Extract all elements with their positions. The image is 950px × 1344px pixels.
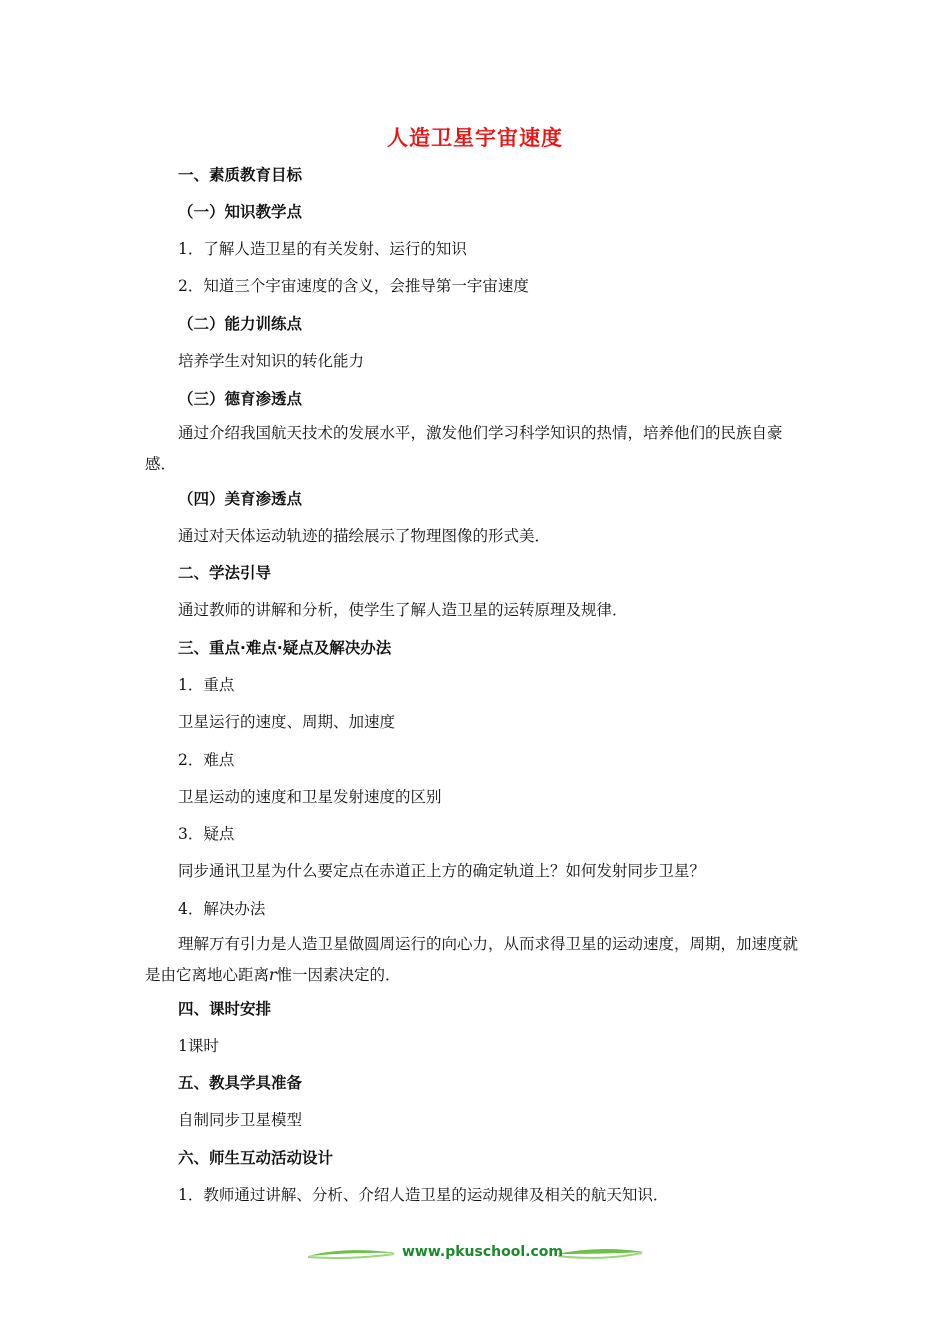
section-heading-schedule: 四、课时安排 <box>178 1000 272 1018</box>
footer-url[interactable]: www.pkuschool.com <box>402 1244 563 1260</box>
keypoint-text-1: 卫星运行的速度、周期、加速度 <box>178 713 396 731</box>
solution-text-b: 惟一因素决定的． <box>276 966 401 984</box>
subheading-aesthetic: （四）美育渗透点 <box>178 490 303 508</box>
schedule-text: 1课时 <box>178 1037 219 1055</box>
footer-logo <box>306 1240 646 1270</box>
section-heading-keypoints: 三、重点·难点·疑点及解决办法 <box>178 639 392 657</box>
keypoint-label-3: 3．疑点 <box>178 825 235 843</box>
section-heading-goals: 一、素质教育目标 <box>178 166 303 184</box>
solution-text-a: 理解万有引力是人造卫星做圆周运行的向心力，从而求得卫星的运动速度，周期，加速度就是由它离地心距离 <box>145 935 799 984</box>
variable-r: r <box>269 966 277 984</box>
knowledge-item-1: 1．了解人造卫星的有关发射、运行的知识 <box>178 240 467 258</box>
keypoint-label-2: 2．难点 <box>178 751 235 769</box>
keypoint-label-4: 4．解决办法 <box>178 900 266 918</box>
knowledge-item-2: 2．知道三个宇宙速度的含义，会推导第一宇宙速度 <box>178 277 529 295</box>
subheading-moral: （三）德育渗透点 <box>178 390 303 408</box>
section-heading-activities: 六、师生互动活动设计 <box>178 1149 334 1167</box>
aesthetic-text: 通过对天体运动轨迹的描绘展示了物理图像的形式美． <box>178 527 551 545</box>
activity-item-1: 1．教师通过讲解、分析、介绍人造卫星的运动规律及相关的航天知识． <box>178 1186 669 1204</box>
solution-paragraph <box>145 929 807 991</box>
keypoint-text-3: 同步通讯卫星为什么要定点在赤道正上方的确定轨道上？如何发射同步卫星？ <box>178 862 706 880</box>
section-heading-materials: 五、教具学具准备 <box>178 1074 303 1092</box>
moral-text: 通过介绍我国航天技术的发展水平，激发他们学习科学知识的热情，培养他们的民族自豪感． <box>145 424 783 473</box>
page-title: 人造卫星宇宙速度 <box>387 126 563 150</box>
method-text: 通过教师的讲解和分析，使学生了解人造卫星的运转原理及规律． <box>178 601 628 619</box>
materials-text: 自制同步卫星模型 <box>178 1111 303 1129</box>
subheading-ability: （二）能力训练点 <box>178 315 303 333</box>
ability-text: 培养学生对知识的转化能力 <box>178 352 365 370</box>
subheading-knowledge: （一）知识教学点 <box>178 203 303 221</box>
keypoint-text-2: 卫星运动的速度和卫星发射速度的区别 <box>178 788 442 806</box>
keypoint-label-1: 1．重点 <box>178 676 235 694</box>
section-heading-method: 二、学法引导 <box>178 564 272 582</box>
